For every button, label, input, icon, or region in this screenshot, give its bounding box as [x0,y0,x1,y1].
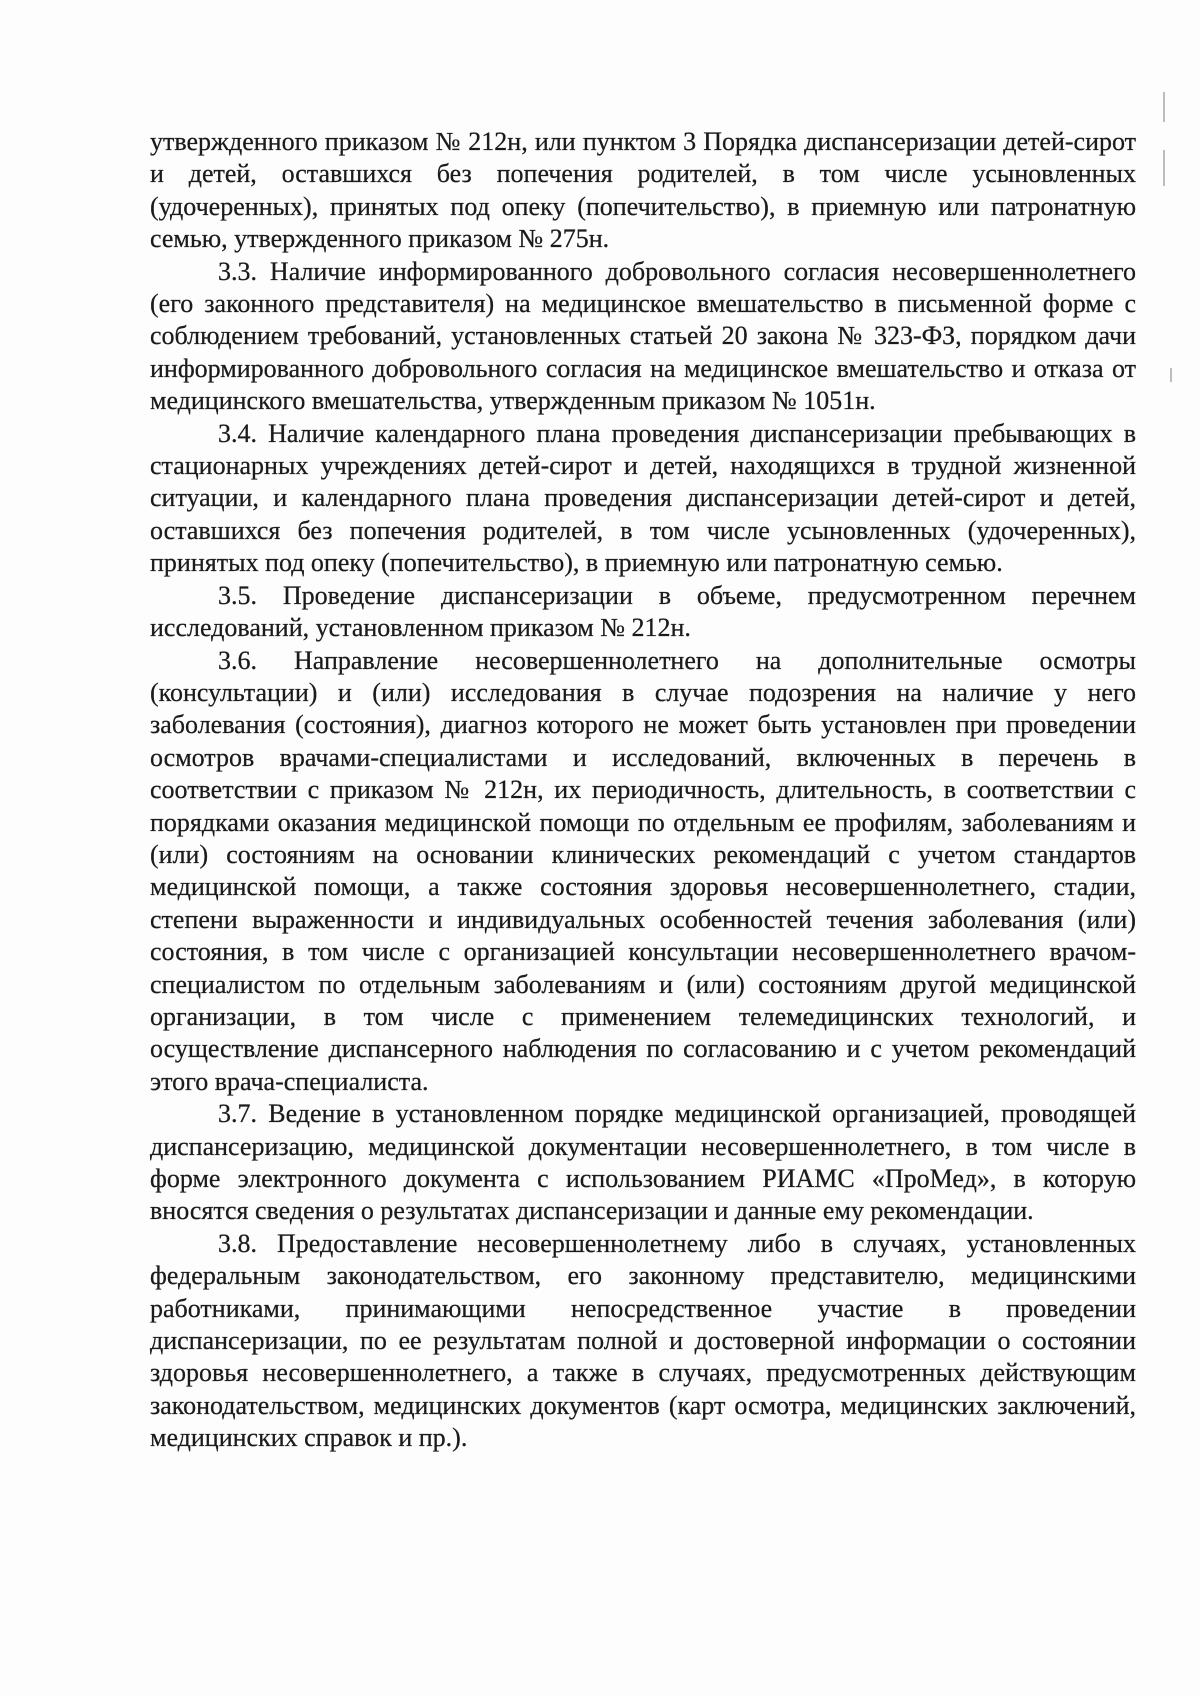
paragraph-item-3-5: 3.5. Проведение диспансеризации в объеме, предусмотренном перечнем исследований, установленном приказом № 212н. [150,580,1136,643]
paragraph-item-3-7: 3.7. Ведение в установленном порядке медицинской организацией, проводящей диспансеризацию, медицинской документации несовершеннолетнего, в том числе в форме электронного документа с использованием РИАМС «ПроМед», в которую вносятся сведения о результатах диспансеризации и данные ему рекомендации. [150,1099,1136,1226]
scan-edge-mark [1163,150,1165,186]
scan-edge-mark [1163,92,1165,122]
paragraph-item-3-6: 3.6. Направление несовершеннолетнего на дополнительные осмотры (консультации) и (или) исследования в случае подозрения на наличие у него заболевания (состояния), диагноз которого не может быть установлен при проведении осмотров врачами-специалистами и исследований, включенных в перечень в соответствии с приказом № 212н, их периодичность, длительность, в соответствии с порядками оказания медицинской помощи по отдельным ее профилям, заболеваниям и (или) состояниям на основании клинических рекомендаций с учетом стандартов медицинской помощи, а также состояния здоровья несовершеннолетнего, стадии, степени выраженности и индивидуальных особенностей течения заболевания (или) состояния, в том числе с организацией консультации несовершеннолетнего врачом-специалистом по отдельным заболеваниям и (или) состояниям другой медицинской организации, в том числе с применением телемедицинских технологий, и осуществление диспансерного наблюдения по согласованию и с учетом рекомендаций этого врача-специалиста. [150,645,1136,1096]
paragraph-item-3-8: 3.8. Предоставление несовершеннолетнему либо в случаях, установленных федеральным законодательством, его законному представителю, медицинскими работниками, принимающими непосредственное участие в проведении диспансеризации, по ее результатам полной и достоверной информации о состоянии здоровья несовершеннолетнего, а также в случаях, предусмотренных действующим законодательством, медицинских документов (карт осмотра, медицинских заключений, медицинских справок и пр.). [150,1228,1136,1453]
scan-edge-mark [1170,368,1172,382]
paragraph-intro-continuation: утвержденного приказом № 212н, или пунктом 3 Порядка диспансеризации детей-сирот и детей, оставшихся без попечения родителей, в том числе усыновленных (удочеренных), принятых под опеку (попечительство), в приемную или патронатную семью, утвержденного приказом № 275н. [150,127,1136,254]
document-body [150,126,1136,1455]
paragraph-item-3-3: 3.3. Наличие информированного добровольного согласия несовершеннолетнего (его законного представителя) на медицинское вмешательство в письменной форме с соблюдением требований, установленных статьей 20 закона № 323-ФЗ, порядком дачи информированного добровольного согласия на медицинское вмешательство и отказа от медицинского вмешательства, утвержденным приказом № 1051н. [150,256,1136,416]
paragraph-item-3-4: 3.4. Наличие календарного плана проведения диспансеризации пребывающих в стационарных учреждениях детей-сирот и детей, находящихся в трудной жизненной ситуации, и календарного плана проведения диспансеризации детей-сирот и детей, оставшихся без попечения родителей, в том числе усыновленных (удочеренных), принятых под опеку (попечительство), в приемную или патронатную семью. [150,418,1136,578]
